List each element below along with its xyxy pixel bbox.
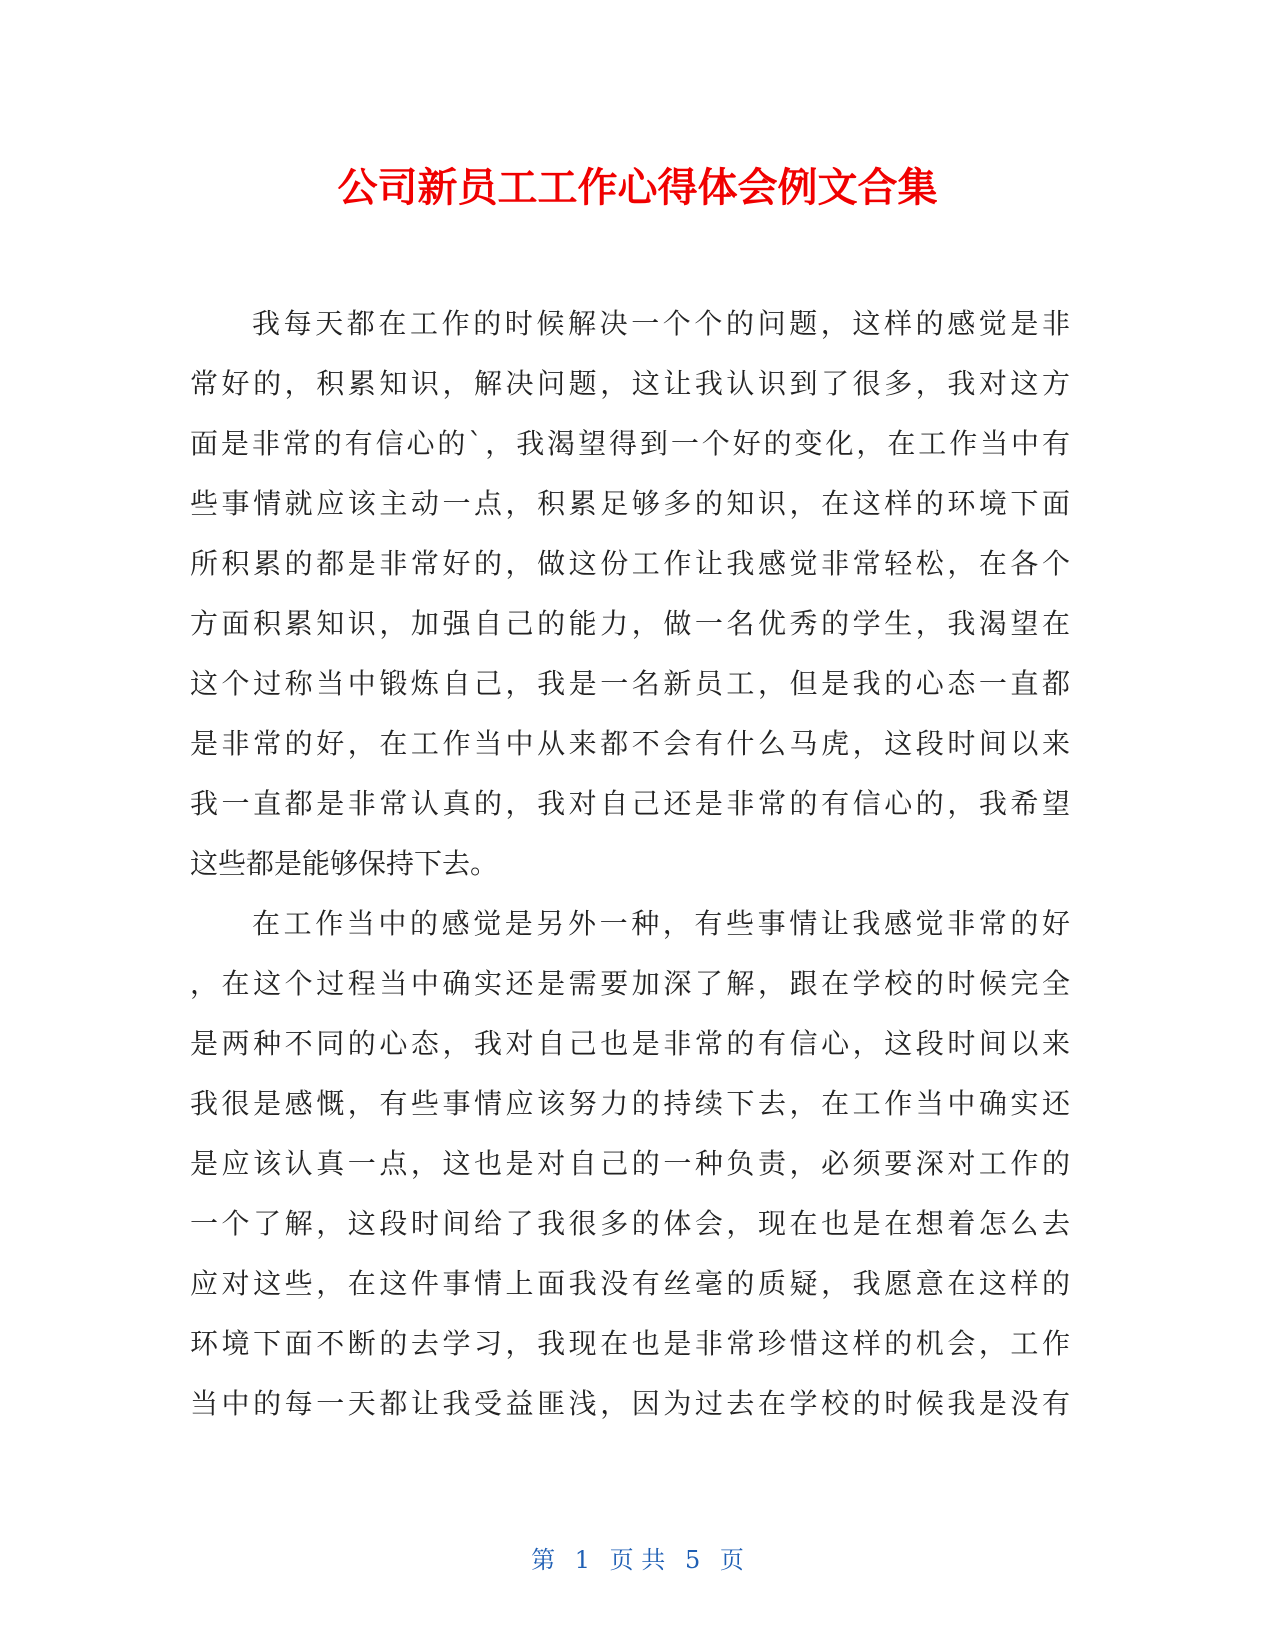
paragraph-2-line: 我很是感慨，有些事情应该努力的持续下去，在工作当中确实还 [190, 1087, 1070, 1120]
paragraph-1-line: 面是非常的有信心的`，我渴望得到一个好的变化，在工作当中有 [190, 427, 1070, 460]
paragraph-1-line: 我每天都在工作的时候解决一个个的问题，这样的感觉是非 [252, 307, 1070, 340]
paragraph-2-line: ，在这个过程当中确实还是需要加深了解，跟在学校的时候完全 [190, 967, 1070, 1000]
paragraph-1-line: 方面积累知识，加强自己的能力，做一名优秀的学生，我渴望在 [190, 607, 1070, 640]
paragraph-1-line: 常好的，积累知识，解决问题，这让我认识到了很多，我对这方 [190, 367, 1070, 400]
paragraph-1-line: 这个过称当中锻炼自己，我是一名新员工，但是我的心态一直都 [190, 667, 1070, 700]
paragraph-2-line: 一个了解，这段时间给了我很多的体会，现在也是在想着怎么去 [190, 1207, 1070, 1240]
document-title: 公司新员工工作心得体会例文合集 [337, 165, 938, 211]
footer-current-page: 1 [574, 1546, 591, 1574]
footer-suffix: 页 [719, 1546, 744, 1574]
footer-middle: 页 共 [609, 1546, 666, 1574]
paragraph-1-line: 些事情就应该主动一点，积累足够多的知识，在这样的环境下面 [190, 487, 1070, 520]
footer-total-pages: 5 [684, 1546, 701, 1574]
paragraph-1-line: 我一直都是非常认真的，我对自己还是非常的有信心的，我希望 [190, 787, 1070, 820]
document-body [190, 294, 1070, 1434]
paragraph-1-line: 所积累的都是非常好的，做这份工作让我感觉非常轻松，在各个 [190, 547, 1070, 580]
page-footer [0, 1543, 1275, 1577]
paragraph-2-line: 是应该认真一点，这也是对自己的一种负责，必须要深对工作的 [190, 1147, 1070, 1180]
paragraph-2-line: 环境下面不断的去学习，我现在也是非常珍惜这样的机会，工作 [190, 1327, 1070, 1360]
paragraph-2-line: 是两种不同的心态，我对自己也是非常的有信心，这段时间以来 [190, 1027, 1070, 1060]
footer-prefix: 第 [531, 1546, 556, 1574]
paragraph-2-line: 当中的每一天都让我受益匪浅，因为过去在学校的时候我是没有 [190, 1387, 1070, 1420]
paragraph-1-line: 这些都是能够保持下去。 [190, 847, 499, 880]
paragraph-1-line: 是非常的好，在工作当中从来都不会有什么马虎，这段时间以来 [190, 727, 1070, 760]
paragraph-2-line: 应对这些，在这件事情上面我没有丝毫的质疑，我愿意在这样的 [190, 1267, 1070, 1300]
paragraph-2-line: 在工作当中的感觉是另外一种，有些事情让我感觉非常的好 [252, 907, 1070, 940]
